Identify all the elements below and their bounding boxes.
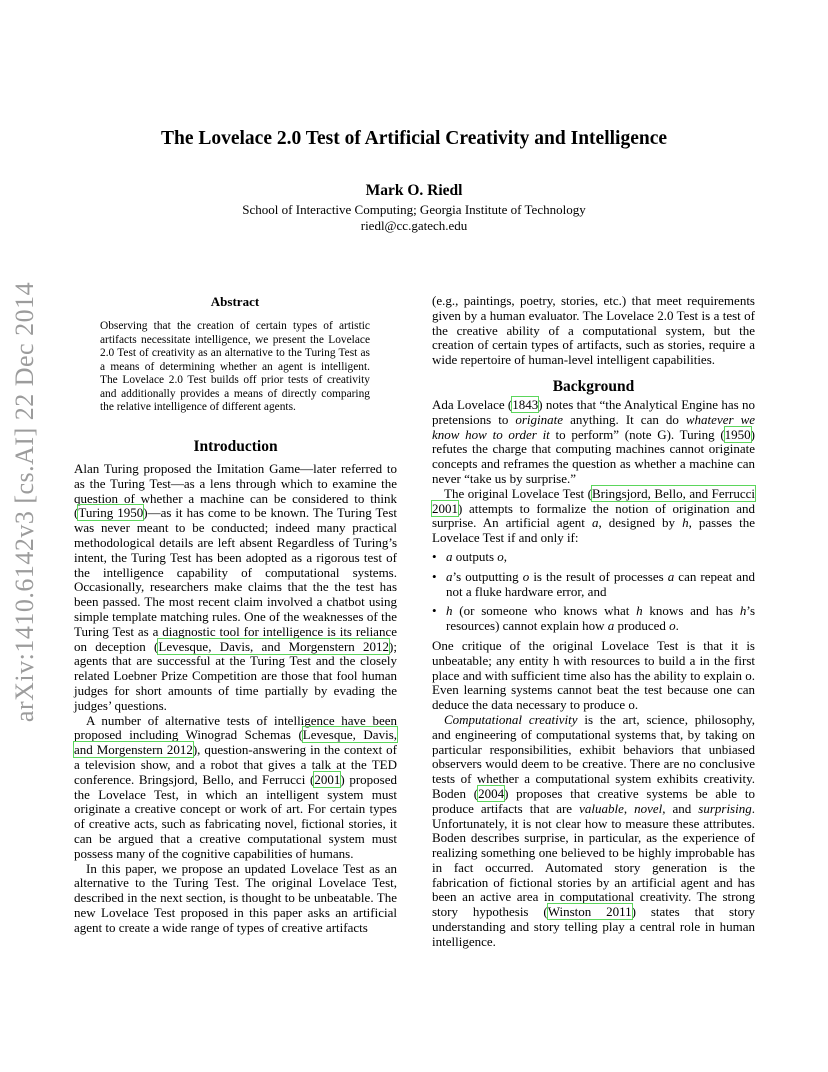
introduction-heading: Introduction	[193, 438, 278, 455]
citation-link[interactable]: 1843	[512, 396, 539, 412]
lovelace-conditions-list	[432, 550, 755, 634]
abstract-heading: Abstract	[210, 294, 260, 309]
citation-link[interactable]: Levesque, Davis, and Morgenstern 2012	[158, 638, 390, 654]
citation-link[interactable]: Winston 2011	[547, 904, 632, 920]
citation-link[interactable]: 1950	[724, 426, 751, 442]
author-affiliation	[0, 202, 828, 234]
author-email: riedl@cc.gatech.edu	[360, 218, 468, 233]
bullet-icon: •	[432, 568, 437, 584]
background-paragraph-3: One critique of the original Lovelace Test is that it is unbeatable; any entity h with resources to build a in the first place and with sufficient time also has the ability to explain o. Even learning systems cannot beat the test because one can deduce the data necessary to produce o.	[432, 637, 755, 713]
citation-link[interactable]: Turing 1950	[78, 505, 144, 521]
introduction-section	[74, 438, 397, 936]
background-paragraph-2: The original Lovelace Test (Bringsjord, Bello, and Ferrucci 2001) attempts to formalize the notion of origination and surprise. An artificial agent a, designed by h, passes the Lovelace Test if and only if:	[432, 485, 756, 546]
background-paragraph-1: Ada Lovelace (1843) notes that “the Analytical Engine has no pretensions to originate anything. It can do whatever we know how to order it to perform” (note G). Turing (1950) refutes the charge that computing machines cannot originate concepts and reframes the question as whether a machine can never “take us by surprise.”	[432, 396, 756, 486]
intro-continued-paragraph: (e.g., paintings, poetry, stories, etc.) that meet requirements given by a human evaluator. The Lovelace 2.0 Test is a test of the creative ability of a computational system, but the creation of certain types of artifacts, such as stories, require a wide repertoire of human-level intelligent capabilities.	[432, 293, 755, 368]
intro-paragraph-2: A number of alternative tests of intelligence have been proposed including Winograd Schemas (Levesque, Davis, and Morgenstern 2012), question-answering in the context of a television show, and a robot that gives a talk at the TED conference. Bringsjord, Bello, and Ferrucci (2001) proposed the Lovelace Test, in which an intelligent system must originate a creative concept or work of art. For certain types of creative acts, such as fabricating novel, fictional stories, it can be argued that a creative computational system must possess many of the cognitive capabilities of humans.	[74, 712, 398, 861]
intro-paragraph-1: Alan Turing proposed the Imitation Game—later referred to as the Turing Test—as a lens through which to examine the question of whether a machine can be considered to think (Turing 1950)—as it has come to be known. The Turing Test was never meant to be conducted; indeed many practical methodological details are left absent Regardless of Turing’s intent, the Turing Test has been adopted as a rigorous test of the intelligence capability of computational systems. Occasionally, researchers make claims that the the test has been passed. The most recent claim involved a chatbot using simple template matching rules. One of the weaknesses of the Turing Test as a diagnostic tool for intelligence is its reliance on deception (Levesque, Davis, and Morgenstern 2012); agents that are successful at the Turing Test and the closely related Loebner Prize Competition are those that fool human judges for short amounts of time partially by evading the judges’ questions.	[74, 461, 397, 713]
list-item: • a’s outputting o is the result of processes a can repeat and not a fluke hardware error, and	[432, 568, 755, 599]
abstract-text: Observing that the creation of certain types of artistic artifacts necessitate intelligence, we present the Lovelace 2.0 Test of creativity as an alternative to the Turing Test as a means of determining whether an agent is intelligent. The Lovelace 2.0 Test builds off prior tests of creativity and additionally provides a means of directly comparing the relative intelligence of different agents.	[100, 320, 370, 413]
citation-link[interactable]: Bringsjord, Bello, and Ferrucci 2001	[432, 485, 755, 516]
arxiv-stamp[interactable]	[8, 264, 42, 740]
citation-link[interactable]: Levesque, Davis, and Morgenstern 2012	[74, 727, 398, 758]
intro-paragraph-3: In this paper, we propose an updated Lovelace Test as an alternative to the Turing Test. The original Lovelace Test, described in the next section, is thought to be unbeatable. The new Lovelace Test proposed in this paper asks an artificial agent to create a wide range of types of creative artifacts	[74, 860, 397, 935]
bullet-icon: •	[432, 603, 437, 619]
list-item: • h (or someone who knows what h knows and has h’s resources) cannot explain how a produced o.	[432, 603, 755, 634]
author-name: Mark O. Riedl	[365, 182, 463, 199]
arxiv-stamp-text: arXiv:1410.6142v3 [cs.AI] 22 Dec 2014	[10, 281, 39, 723]
citation-link[interactable]: 2001	[314, 771, 341, 787]
bullet-icon: •	[432, 548, 437, 564]
affiliation-line: School of Interactive Computing; Georgia Institute of Technology	[242, 202, 586, 217]
background-paragraph-4: Computational creativity is the art, science, philosophy, and engineering of computational systems that, by taking on particular responsibilities, exhibit behaviors that unbiased observers would deem to be creative. There are no conclusive tests of whether a computational system exhibits creativity. Boden (2004) proposes that creative systems be able to produce artifacts that are valuable, novel, and surprising. Unfortunately, it is not clear how to measure these attributes. Boden describes surprise, in particular, as the experience of realizing something one believed to be highly improbable has in fact occurred. Automated story generation is the fabrication of fictional stories by an artificial agent and has been an active area in computational creativity. The strong story hypothesis (Winston 2011) states that story understanding and story telling play a central role in human intelligence.	[432, 711, 755, 949]
citation-link[interactable]: 2004	[478, 785, 505, 801]
list-item: • a outputs o,	[432, 548, 508, 564]
paper-title: The Lovelace 2.0 Test of Artificial Creativity and Intelligence	[160, 128, 668, 149]
background-heading: Background	[552, 377, 635, 395]
right-column	[432, 294, 755, 950]
